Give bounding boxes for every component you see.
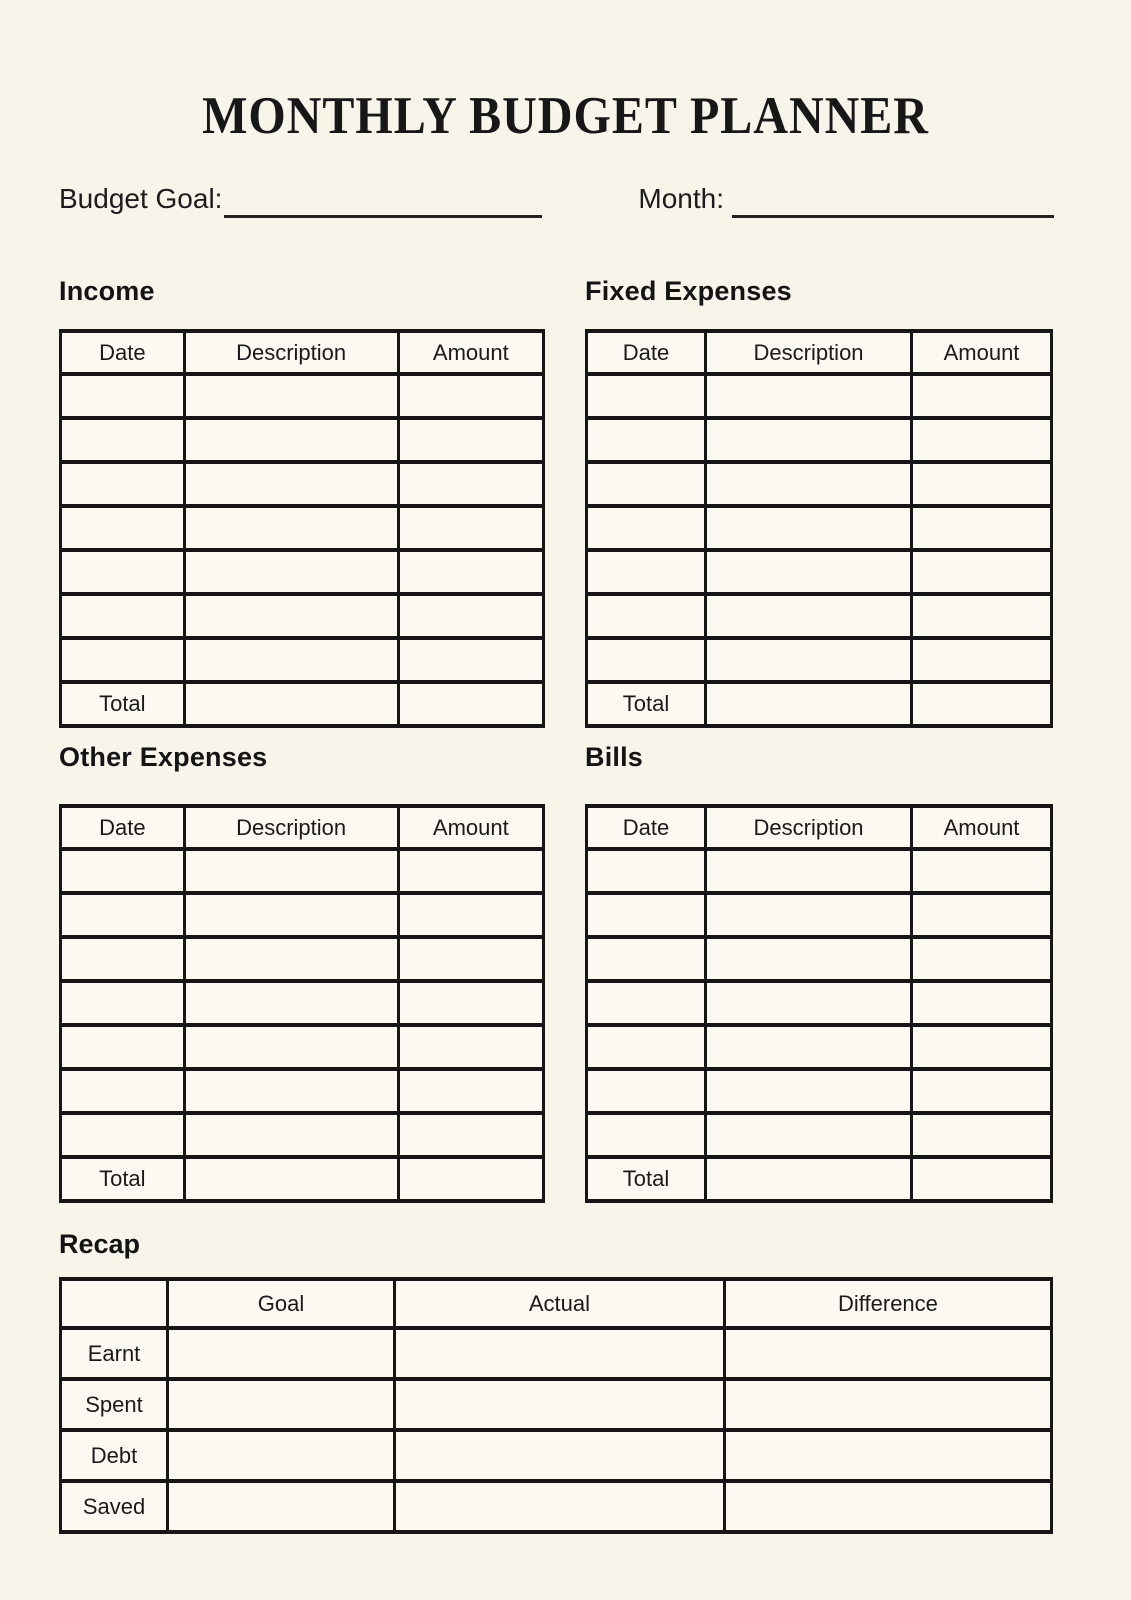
date-column-header: Date	[61, 806, 185, 849]
blank-cell	[394, 1481, 724, 1532]
blank-cell	[168, 1379, 395, 1430]
blank-cell	[587, 374, 706, 418]
description-column-header: Description	[706, 331, 912, 374]
amount-column-header: Amount	[912, 331, 1052, 374]
blank-cell	[398, 506, 543, 550]
blank-cell	[912, 1157, 1052, 1201]
blank-cell	[587, 506, 706, 550]
total-label: Total	[61, 682, 185, 726]
blank-cell	[587, 418, 706, 462]
actual-column-header: Actual	[394, 1279, 724, 1328]
total-label: Total	[61, 1157, 185, 1201]
blank-cell	[398, 638, 543, 682]
blank-cell	[398, 937, 543, 981]
blank-cell	[706, 1113, 912, 1157]
blank-row	[587, 1069, 1052, 1113]
bills-title: Bills	[585, 742, 644, 772]
blank-cell	[587, 937, 706, 981]
blank-cell	[706, 849, 912, 893]
blank-cell	[912, 849, 1052, 893]
blank-cell	[587, 1113, 706, 1157]
total-row	[587, 682, 1052, 726]
blank-row	[61, 1113, 544, 1157]
blank-row	[587, 638, 1052, 682]
blank-cell	[587, 893, 706, 937]
blank-row	[587, 893, 1052, 937]
blank-row	[61, 418, 544, 462]
blank-cell	[912, 893, 1052, 937]
blank-cell	[61, 550, 185, 594]
description-column-header: Description	[184, 806, 398, 849]
blank-cell	[61, 462, 185, 506]
blank-row	[61, 849, 544, 893]
total-row	[61, 682, 544, 726]
recap-row-label: Saved	[61, 1481, 168, 1532]
blank-cell	[61, 937, 185, 981]
blank-cell	[912, 374, 1052, 418]
section-other-expenses	[59, 742, 545, 1203]
blank-cell	[706, 418, 912, 462]
blank-cell	[912, 462, 1052, 506]
blank-cell	[706, 506, 912, 550]
total-row	[61, 1157, 544, 1201]
blank-cell	[184, 937, 398, 981]
blank-cell	[398, 1069, 543, 1113]
blank-cell	[912, 1025, 1052, 1069]
blank-row	[587, 849, 1052, 893]
blank-cell	[724, 1328, 1051, 1379]
blank-row	[61, 893, 544, 937]
amount-column-header: Amount	[912, 806, 1052, 849]
page-title: MONTHLY BUDGET PLANNER	[202, 85, 929, 145]
recap-header-row	[61, 1279, 1052, 1328]
blank-cell	[912, 418, 1052, 462]
blank-row	[61, 550, 544, 594]
table-header-row	[587, 331, 1052, 374]
table-header-row	[61, 331, 544, 374]
blank-cell	[61, 374, 185, 418]
recap-row-label: Debt	[61, 1430, 168, 1481]
blank-row	[61, 1069, 544, 1113]
table-header-row	[61, 806, 544, 849]
blank-row	[587, 550, 1052, 594]
blank-row	[61, 937, 544, 981]
blank-cell	[587, 550, 706, 594]
blank-cell	[61, 418, 185, 462]
blank-cell	[61, 594, 185, 638]
blank-cell	[398, 1157, 543, 1201]
blank-row	[61, 462, 544, 506]
blank-cell	[587, 981, 706, 1025]
blank-cell	[61, 849, 185, 893]
section-bills	[585, 742, 1053, 1203]
blank-row	[587, 1025, 1052, 1069]
blank-cell	[394, 1328, 724, 1379]
blank-cell	[398, 682, 543, 726]
amount-column-header: Amount	[398, 806, 543, 849]
blank-cell	[706, 1157, 912, 1201]
blank-cell	[706, 1069, 912, 1113]
blank-row	[61, 594, 544, 638]
blank-cell	[184, 638, 398, 682]
header-fields	[59, 181, 1054, 218]
recap-corner-cell	[61, 1279, 168, 1328]
total-label: Total	[587, 1157, 706, 1201]
blank-cell	[587, 1069, 706, 1113]
blank-row	[587, 937, 1052, 981]
section-fixed-expenses	[585, 276, 1053, 728]
blank-row	[587, 374, 1052, 418]
blank-cell	[61, 1113, 185, 1157]
blank-cell	[61, 1025, 185, 1069]
blank-cell	[706, 1025, 912, 1069]
recap-row-spent	[61, 1379, 1052, 1430]
blank-cell	[587, 849, 706, 893]
blank-cell	[706, 937, 912, 981]
blank-cell	[184, 1069, 398, 1113]
blank-cell	[706, 462, 912, 506]
month-label: Month:	[638, 183, 724, 214]
blank-cell	[184, 1157, 398, 1201]
tables-grid	[59, 276, 1054, 1203]
blank-cell	[398, 374, 543, 418]
total-label: Total	[587, 682, 706, 726]
blank-row	[61, 638, 544, 682]
blank-cell	[184, 1113, 398, 1157]
blank-cell	[706, 638, 912, 682]
blank-cell	[724, 1379, 1051, 1430]
date-column-header: Date	[587, 331, 706, 374]
blank-cell	[706, 374, 912, 418]
blank-cell	[184, 1025, 398, 1069]
blank-cell	[587, 594, 706, 638]
blank-cell	[587, 462, 706, 506]
section-recap	[59, 1229, 1054, 1534]
blank-row	[587, 506, 1052, 550]
blank-cell	[398, 462, 543, 506]
goal-column-header: Goal	[168, 1279, 395, 1328]
blank-cell	[398, 981, 543, 1025]
blank-cell	[168, 1328, 395, 1379]
blank-cell	[398, 849, 543, 893]
blank-cell	[912, 937, 1052, 981]
total-row	[587, 1157, 1052, 1201]
description-column-header: Description	[184, 331, 398, 374]
blank-cell	[184, 682, 398, 726]
recap-title: Recap	[59, 1229, 141, 1259]
blank-cell	[912, 682, 1052, 726]
month-blank-line	[732, 185, 1054, 218]
blank-row	[587, 462, 1052, 506]
month-field	[638, 181, 1054, 218]
blank-cell	[61, 893, 185, 937]
fixed-expenses-title: Fixed Expenses	[585, 276, 792, 306]
blank-cell	[724, 1430, 1051, 1481]
blank-cell	[184, 462, 398, 506]
recap-row-label: Earnt	[61, 1328, 168, 1379]
budget-goal-blank-line	[224, 185, 542, 218]
blank-cell	[184, 506, 398, 550]
blank-row	[61, 981, 544, 1025]
blank-cell	[398, 550, 543, 594]
blank-cell	[61, 981, 185, 1025]
bills-table	[585, 804, 1053, 1203]
blank-cell	[61, 1069, 185, 1113]
blank-cell	[184, 594, 398, 638]
recap-row-earnt	[61, 1328, 1052, 1379]
recap-table	[59, 1277, 1053, 1534]
blank-cell	[184, 418, 398, 462]
other-expenses-table	[59, 804, 545, 1203]
blank-row	[587, 594, 1052, 638]
blank-cell	[184, 550, 398, 594]
blank-row	[61, 374, 544, 418]
blank-cell	[168, 1481, 395, 1532]
blank-cell	[61, 638, 185, 682]
date-column-header: Date	[61, 331, 185, 374]
blank-cell	[394, 1379, 724, 1430]
blank-cell	[706, 893, 912, 937]
blank-cell	[912, 1113, 1052, 1157]
blank-cell	[587, 638, 706, 682]
difference-column-header: Difference	[724, 1279, 1051, 1328]
budget-goal-field	[59, 181, 542, 218]
blank-cell	[398, 418, 543, 462]
blank-cell	[912, 981, 1052, 1025]
blank-cell	[398, 893, 543, 937]
table-header-row	[587, 806, 1052, 849]
blank-cell	[168, 1430, 395, 1481]
blank-cell	[398, 594, 543, 638]
blank-cell	[706, 594, 912, 638]
income-table	[59, 329, 545, 728]
blank-cell	[184, 981, 398, 1025]
blank-row	[587, 418, 1052, 462]
blank-cell	[912, 594, 1052, 638]
blank-cell	[912, 1069, 1052, 1113]
blank-cell	[184, 849, 398, 893]
blank-cell	[398, 1113, 543, 1157]
blank-cell	[706, 682, 912, 726]
blank-row	[61, 1025, 544, 1069]
recap-row-saved	[61, 1481, 1052, 1532]
blank-cell	[724, 1481, 1051, 1532]
blank-cell	[184, 893, 398, 937]
budget-goal-label: Budget Goal:	[59, 183, 223, 214]
other-expenses-title: Other Expenses	[59, 742, 268, 772]
blank-cell	[912, 550, 1052, 594]
blank-cell	[184, 374, 398, 418]
blank-row	[61, 506, 544, 550]
blank-cell	[394, 1430, 724, 1481]
income-title: Income	[59, 276, 155, 306]
amount-column-header: Amount	[398, 331, 543, 374]
blank-cell	[706, 550, 912, 594]
section-income	[59, 276, 545, 728]
fixed-expenses-table	[585, 329, 1053, 728]
blank-cell	[398, 1025, 543, 1069]
blank-cell	[61, 506, 185, 550]
blank-row	[587, 981, 1052, 1025]
blank-cell	[706, 981, 912, 1025]
blank-cell	[587, 1025, 706, 1069]
blank-cell	[912, 638, 1052, 682]
recap-row-debt	[61, 1430, 1052, 1481]
date-column-header: Date	[587, 806, 706, 849]
blank-cell	[912, 506, 1052, 550]
description-column-header: Description	[706, 806, 912, 849]
blank-row	[587, 1113, 1052, 1157]
recap-row-label: Spent	[61, 1379, 168, 1430]
